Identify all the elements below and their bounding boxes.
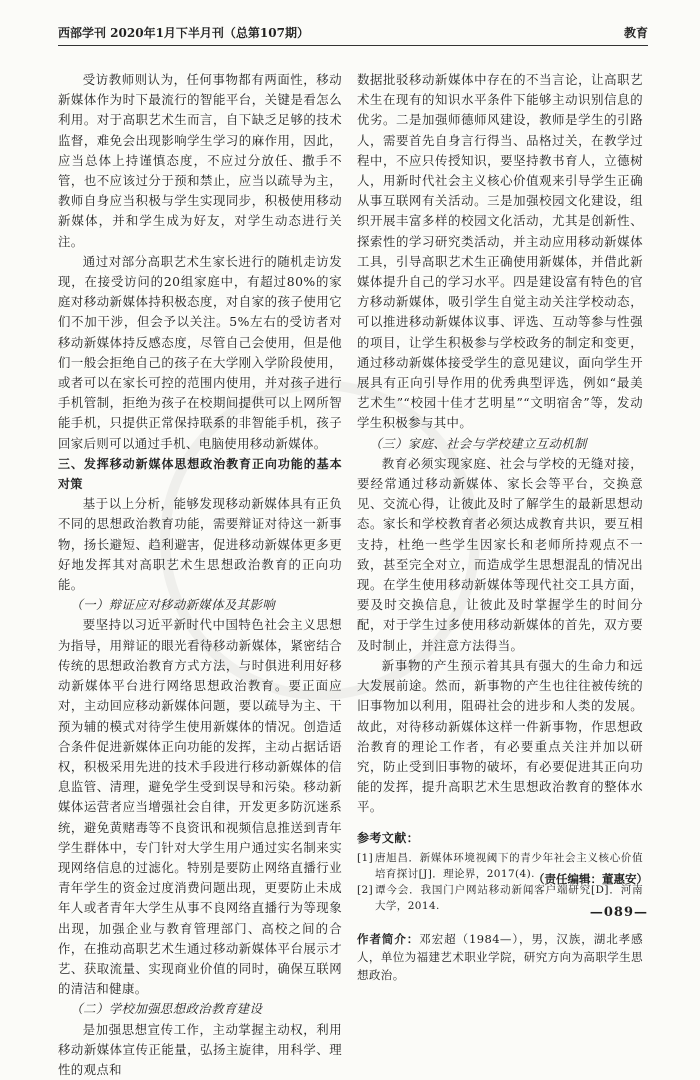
references-heading: 参考文献： bbox=[357, 830, 420, 845]
right-body bbox=[357, 70, 643, 818]
journal-title: 西部学刊 2020年1月下半月刊（总第107期） bbox=[58, 26, 309, 40]
left-column bbox=[58, 70, 342, 1080]
paragraph: 通过对部分高职艺术生家长进行的随机走访发现，在接受访问的20组家庭中，有超过80%的家庭对移动新媒体持积极态度，对自家的孩子使用它们不加干涉，但会予以关注。5%左右的受访者对移动新媒体持反感态度，尽管自己会使用，但是他们一般会拒绝自己的孩子在大学刚入学阶段使用，或者可以在家长可控的范围内使用，并对孩子进行手机管制，拒绝为孩子在校期间提供可以上网所智能手机，只提供正常保持联系的非智能手机，孩子回家后则可以通过手机、电脑使用移动新媒体。 bbox=[58, 253, 342, 451]
paragraph: 数据批驳移动新媒体中存在的不当言论，让高职艺术生在现有的知识水平条件下能够主动识别信息的优劣。二是加强师德师风建设，教师是学生的引路人，需要首先自身言行得当、品格过关，在教学过程中，不应只传授知识，要坚持教书育人，立德树人，用新时代社会主义核心价值观来引导学生正确从事互联网有关活动。三是加强校园文化建设，组织开展丰富多样的校园文化活动，尤其是创新性、探索性的学习研究类活动，并主动应用移动新媒体工具，引导高职艺术生正确使用新媒体，并借此新媒体提升自己的学习水平。四是建设富有特色的官方移动新媒体，吸引学生自觉主动关注学校动态，可以推进移动新媒体议事、评选、互动等参与性强的项目，让学生积极参与学校政务的制定和变更，通过移动新媒体接受学生的意见建议，面向学生开展具有正向引导作用的优秀典型评选，例如“最美艺术生”“校园十佳才艺明星”“文明宿舍”等，发动学生积极参与其中。 bbox=[357, 72, 643, 431]
section-label: 教育 bbox=[623, 26, 648, 40]
reference-text: 唐旭昌．新媒体环境视阈下的青少年社会主义核心价值培育探讨[J]．理论界，2017(4). bbox=[375, 851, 643, 880]
header-rule bbox=[58, 45, 648, 46]
page-header bbox=[58, 24, 648, 46]
author-bio-label: 作者简介： bbox=[357, 931, 420, 946]
paragraph: 是加强思想宣传工作，主动掌握主动权，利用移动新媒体宣传正能量，弘扬主旋律，用科学、理性的观点和 bbox=[58, 1021, 342, 1077]
paragraph: 新事物的产生预示着其具有强大的生命力和远大发展前途。然而，新事物的产生也往往被传统的旧事物加以利用，阻碍社会的进步和人类的发展。故此，对待移动新媒体这样一件新事物，作思想政治教育的理论工作者，有必要重点关注并加以研究，防止受到旧事物的破坏，有必要促进其正向功能的发挥，提升高职艺术生思想政治教育的整体水平。 bbox=[357, 657, 643, 815]
page-number: —089— bbox=[589, 905, 648, 920]
paragraph: 要坚持以习近平新时代中国特色社会主义思想为指导，用辩证的眼光看待移动新媒体，紧密结合传统的思想政治教育方式方法，与时俱进利用好移动新媒体平台进行网络思想政治教育。要正面应对，主动回应移动新媒体问题，要以疏导为主、干预为辅的模式对待学生使用新媒体的情况。创造适合条件促进新媒体正向功能的发挥，主动占据话语权，积极采用先进的技术手段进行移动新媒体的信息监管、清理，避免学生受到误导和污染。移动新媒体运营者应当增强社会自律，开发更多防沉迷系统，避免黄赌毒等不良资讯和视频信息推送到青年学生群体中，专门针对大学生用户通过实名制来实现网络信息的过滤化。特别是要防止网络直播行业青年学生的资金过度消费问题出现，更要防止未成年人或者青年大学生从事不良网络直播行为等现象出现，加强企业与教育管理部门、高校之间的合作，在推动高职艺术生通过移动新媒体平台展示才艺、获取流量、实现商业价值的同时，确保互联网的清洁和健康。 bbox=[58, 617, 342, 997]
author-bio bbox=[357, 930, 643, 984]
paragraph: 教育必须实现家庭、社会与学校的无缝对接，要经常通过移动新媒体、家长会等平台，交换意见、交流心得，让彼此及时了解学生的最新思想动态。家长和学校教育者必须达成教育共识，要互相支持，杜绝一些学生因家长和老师所持观点不一致，甚至完全对立，而造成学生思想混乱的情况出现。在学生使用移动新媒体等现代社交工具方面，要及时交换信息，让彼此及时掌握学生的时间分配，对于学生过多使用移动新媒体的首先，双方要及时制止，并注意方法得当。 bbox=[357, 455, 643, 653]
reference-number: [2] bbox=[357, 883, 374, 896]
section-heading: 三、发挥移动新媒体思想政治教育正向功能的基本对策 bbox=[58, 456, 342, 492]
subsection-heading: （一）辩证应对移动新媒体及其影响 bbox=[70, 597, 276, 613]
editor-credit: （责任编辑：董惠安） bbox=[533, 872, 648, 886]
right-column bbox=[357, 70, 643, 984]
reference-number: [1] bbox=[357, 851, 374, 864]
author-bio-text: 邓宏超（1984—），男，汉族，湖北孝感人，单位为福建艺术职业学院，研究方向为高职学生思想政治。 bbox=[357, 931, 644, 982]
paragraph: 基于以上分析，能够发现移动新媒体具有正负不同的思想政治教育功能，需要辩证对待这一新事物，扬长避短、趋利避害，促进移动新媒体更多更好地发挥其对高职艺术生思想政治教育的正向功能。 bbox=[58, 496, 342, 593]
reference-text: 谭今会．我国门户网站移动新闻客户端研究[D]．河南大学，2014. bbox=[375, 883, 643, 912]
subsection-heading: （三）家庭、社会与学校建立互动机制 bbox=[369, 435, 587, 451]
subsection-heading: （二）学校加强思想政治教育建设 bbox=[70, 1001, 263, 1017]
paragraph: 受访教师则认为，任何事物都有两面性，移动新媒体作为时下最流行的智能平台，关键是看怎么利用。对于高职艺术生而言，自下缺乏足够的技术监督，难免会出现影响学生学习的麻作用，因此，应当总体上持谨慎态度，不应过分放任、撒手不管，也不应该过分于预和禁止，应当以疏导为主，教师自身应当积极与学生实现同步，积极使用移动新媒体，并和学生成为好友，对学生动态进行关注。 bbox=[58, 72, 342, 249]
